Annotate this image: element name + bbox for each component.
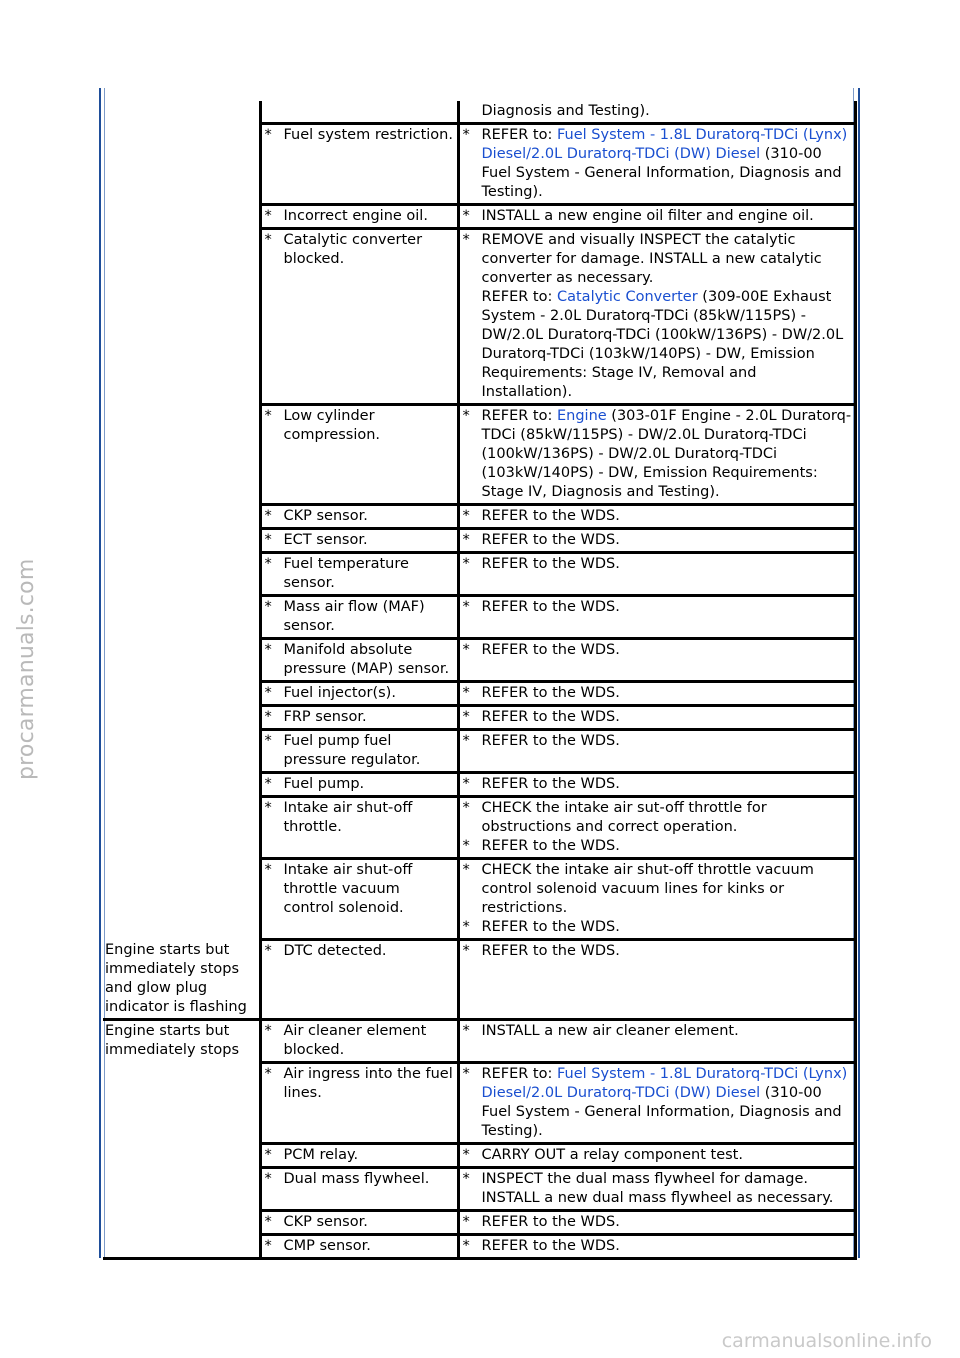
action-text-part: (310-00 Fuel System - General Information, Diagnosis and Testing). [481,1084,842,1139]
cause-item [264,126,455,145]
symptom-cell [103,101,260,124]
action-item [462,407,852,502]
cause-item [264,207,455,226]
cause-item [264,861,455,918]
bullet-marker: * [462,532,470,548]
cause-text: Catalytic converter blocked. [283,232,423,267]
cause-text: PCM relay. [283,1146,359,1163]
table-row [103,529,855,553]
action-item [462,942,852,961]
cause-cell [260,859,458,940]
action-text [482,732,852,751]
action-item [462,732,852,751]
action-cell [458,773,855,797]
table-row [103,730,855,773]
action-text: REFER to the WDS. [481,919,620,935]
cause-cell [260,706,458,730]
cause-cell [260,682,458,706]
cause-cell [260,1167,458,1210]
table-row [103,405,855,505]
bullet-marker: * [462,1146,470,1163]
action-item [462,1065,852,1141]
action-text-part: REFER to the WDS. [481,1213,620,1230]
cause-text: Intake air shut-off throttle vacuum control solenoid. [283,862,413,916]
action-text-part: (309-00E Exhaust System - 2.0L Duratorq-TDCi (85kW/115PS) - DW/2.0L Duratorq-TDCi (100kW/136PS) - DW/2.0L Duratorq-TDCi (103kW/140PS) - DW, Emission Requirements: Stage IV, Removal and Installation). [481,289,844,400]
cause-cell [260,1143,458,1167]
action-cell [458,1143,855,1167]
bullet-marker: * [462,642,470,658]
action-text-part: (303-01F Engine - 2.0L Duratorq-TDCi (85kW/115PS) - DW/2.0L Duratorq-TDCi (100kW/136PS) - DW/2.0L Duratorq-TDCi (103kW/140PS) - DW, Emission Requirements: Stage IV, Diagnosis and Testing). [481,408,852,500]
cause-text: Manifold absolute pressure (MAP) sensor. [283,642,450,677]
action-item [462,837,852,856]
bullet-marker: * [264,1213,272,1230]
cause-text: Fuel system restriction. [283,127,453,143]
symptom-cell [103,773,260,797]
cause-text: Fuel pump. [283,776,365,792]
action-text-part: CHECK the intake air sut-off throttle for obstructions and correct operation. [481,800,767,835]
action-text-part: REFER to the WDS. [481,642,620,658]
bullet-marker: * [462,508,470,524]
action-text-part: REFER to the WDS. [481,776,620,792]
cause-text: Mass air flow (MAF) sensor. [283,599,425,634]
cause-item [264,1213,455,1232]
action-item [462,1146,852,1165]
bullet-marker: * [462,408,470,424]
bullet-marker: * [462,599,470,615]
action-text [482,861,852,918]
cause-cell [260,553,458,596]
indent-spacer [462,102,482,121]
action-continuation [462,102,852,121]
cause-text: ECT sensor. [283,532,368,548]
action-cell [458,940,855,1020]
cause-item [264,231,455,269]
action-cell [458,529,855,553]
action-item [462,126,852,202]
cause-item [264,1170,455,1189]
symptom-cell [103,730,260,773]
cause-item [264,942,455,961]
action-text [482,708,852,727]
action-cell [458,205,855,229]
reference-link[interactable]: Fuel System - 1.8L Duratorq-TDCi (Lynx) Diesel/2.0L Duratorq-TDCi (DW) Diesel [481,1065,848,1101]
action-cell [458,124,855,205]
bullet-marker: * [264,733,272,749]
cause-cell [260,1234,458,1258]
bullet-marker: * [462,943,470,959]
action-text [482,531,852,550]
action-text-part: REFER to the WDS. [481,709,620,725]
cause-item [264,799,455,837]
bullet-marker: * [462,1213,470,1230]
action-text [482,1065,852,1141]
bullet-marker: * [462,1237,470,1254]
bullet-marker: * [462,208,470,224]
cause-item [264,1022,455,1060]
bullet-marker: * [462,919,470,935]
action-text-part: REFER to the WDS. [481,685,620,701]
symptom-cell [103,706,260,730]
action-text [482,507,852,526]
bullet-marker: * [264,1022,272,1039]
bullet-marker: * [264,408,272,424]
cause-item [264,407,455,445]
cause-cell [260,505,458,529]
action-text-part: REFER to the WDS. [481,943,620,959]
action-item [462,231,852,402]
symptom-cell [103,859,260,940]
action-text [482,1213,852,1232]
bullet-marker: * [462,733,470,749]
symptom-cell [103,553,260,596]
table-row [103,553,855,596]
cause-text: Air ingress into the fuel lines. [283,1065,453,1101]
diagnosis-table [103,101,857,1260]
bullet-marker: * [264,1065,272,1082]
action-text [482,126,852,202]
cause-text: Fuel temperature sensor. [283,556,409,591]
cause-text: DTC detected. [283,943,387,959]
action-text [482,207,852,226]
bullet-marker: * [264,800,272,816]
action-item [462,598,852,617]
action-item [462,708,852,727]
bullet-marker: * [264,642,272,658]
symptom-cell [103,797,260,859]
bullet-marker: * [462,232,470,248]
action-text [482,1146,852,1165]
table-row [103,940,855,1020]
bullet-marker: * [264,127,272,143]
table-row [103,205,855,229]
table-row [103,124,855,205]
action-item [462,207,852,226]
cause-cell [260,1019,458,1062]
cause-cell [260,529,458,553]
action-cell [458,797,855,859]
action-item [462,555,852,574]
cause-text: CKP sensor. [283,1213,368,1230]
action-cell [458,639,855,682]
bullet-marker: * [462,776,470,792]
symptom-cell [103,639,260,682]
cause-cell [260,205,458,229]
cause-text: Low cylinder compression. [283,408,381,443]
cause-item [264,732,455,770]
action-cell [458,229,855,405]
cause-text: Air cleaner element blocked. [283,1022,427,1058]
action-text [482,555,852,574]
cause-cell [260,730,458,773]
table-row [103,101,855,124]
cause-cell [260,229,458,405]
bullet-marker: * [264,1146,272,1163]
action-text [482,231,852,402]
cause-cell [260,124,458,205]
action-cell [458,596,855,639]
cause-item [264,531,455,550]
symptom-cell [103,405,260,505]
table-row [103,797,855,859]
side-watermark: procarmanuals.com [14,558,39,780]
cause-cell [260,1210,458,1234]
bullet-marker: * [264,599,272,615]
table-row [103,229,855,405]
cause-item [264,598,455,636]
symptom-cell [103,596,260,639]
cause-item [264,641,455,679]
table-row [103,859,855,940]
bullet-marker: * [462,1065,470,1082]
reference-link[interactable]: Fuel System - 1.8L Duratorq-TDCi (Lynx) Diesel/2.0L Duratorq-TDCi (DW) Diesel [481,127,848,162]
action-cell [458,730,855,773]
cause-cell [260,101,458,124]
action-cell [458,505,855,529]
action-item [462,684,852,703]
bullet-marker: * [264,943,272,959]
action-text-part: INSTALL a new air cleaner element. [481,1022,739,1039]
symptom-cell [103,682,260,706]
bullet-marker: * [264,1237,272,1254]
cause-item [264,775,455,794]
table-row [103,639,855,682]
bullet-marker: * [264,556,272,572]
action-text-part: REFER to the WDS. [481,556,620,572]
action-cell [458,101,855,124]
symptom-cell [103,505,260,529]
action-text-part: CARRY OUT a relay component test. [481,1146,743,1163]
bullet-marker: * [264,232,272,248]
action-text [482,684,852,703]
cause-item [264,684,455,703]
cause-cell [260,1062,458,1143]
right-margin-rule [858,88,860,1258]
action-cell [458,682,855,706]
cause-cell [260,773,458,797]
action-item [462,1170,852,1208]
bullet-marker: * [462,685,470,701]
cause-item [264,555,455,593]
cause-text: Dual mass flywheel. [283,1170,430,1187]
action-cell [458,859,855,940]
action-cell [458,1210,855,1234]
action-cell [458,1167,855,1210]
action-item [462,861,852,918]
action-item [462,507,852,526]
bullet-marker: * [462,838,470,854]
cause-cell [260,596,458,639]
action-item [462,1237,852,1256]
action-text-part: REFER to the WDS. [481,1237,620,1254]
cause-cell [260,797,458,859]
action-text-part: INSPECT the dual mass flywheel for damage. INSTALL a new dual mass flywheel as necessary. [481,1170,834,1206]
bullet-marker: * [462,800,470,816]
bullet-marker: * [462,1022,470,1039]
action-text-part: REFER to the WDS. [481,733,620,749]
bullet-marker: * [264,776,272,792]
symptom-cell [103,124,260,205]
action-item [462,641,852,660]
reference-link[interactable]: Catalytic Converter [556,289,698,305]
table-row [103,505,855,529]
action-text [482,942,852,961]
table-row [103,1019,855,1062]
action-text-part: REFER to the WDS. [481,508,620,524]
action-item [462,799,852,837]
bullet-marker: * [462,127,470,143]
action-cell [458,405,855,505]
action-cell [458,1234,855,1258]
action-text-part: REMOVE and visually INSPECT the catalytic converter for damage. INSTALL a new catalytic converter as necessary. [481,232,822,286]
bullet-marker: * [264,508,272,524]
action-text [482,1237,852,1256]
cause-item [264,708,455,727]
table-row [103,596,855,639]
cause-item [264,1237,455,1256]
action-cell [458,553,855,596]
cause-text: FRP sensor. [283,709,367,725]
action-item [462,1022,852,1041]
bullet-marker: * [462,862,470,878]
bullet-marker: * [264,862,272,878]
symptom-cell [103,229,260,405]
action-text-part: (310-00 Fuel System - General Information, Diagnosis and Testing). [481,146,842,200]
action-text-part: REFER to the WDS. [481,599,620,615]
bullet-marker: * [264,1170,272,1187]
cause-cell [260,639,458,682]
action-text: REFER to the WDS. [481,838,620,854]
action-text-part: REFER to: [481,1065,557,1082]
bullet-marker: * [264,709,272,725]
action-text [482,799,852,837]
cause-item [264,1146,455,1165]
cause-item [264,507,455,526]
action-item [462,531,852,550]
symptom-cell: Engine starts but immediately stops [103,1019,260,1258]
action-text [482,641,852,660]
left-margin-rule [99,88,101,1258]
action-text-part: Diagnosis and Testing). [481,103,650,119]
action-item [462,1213,852,1232]
action-text [482,102,852,121]
action-item [462,918,852,937]
action-text [482,1170,852,1208]
bullet-marker: * [462,556,470,572]
cause-text: Intake air shut-off throttle. [283,800,413,835]
action-text-part: REFER to: [481,408,557,424]
symptom-cell [103,529,260,553]
bullet-marker: * [264,208,272,224]
action-cell [458,706,855,730]
reference-link[interactable]: Engine [556,408,607,424]
symptom-cell: Engine starts but immediately stops and glow plug indicator is flashing [103,940,260,1020]
action-cell [458,1062,855,1143]
cause-cell [260,940,458,1020]
action-text [482,775,852,794]
action-text [482,598,852,617]
bullet-marker: * [462,709,470,725]
action-item [462,775,852,794]
action-text [482,1022,852,1041]
action-text-part: REFER to: [481,127,557,143]
bullet-marker: * [462,1170,470,1187]
action-text-part: REFER to: [481,289,557,305]
cause-text: CKP sensor. [283,508,368,524]
table-row [103,682,855,706]
table-row [103,773,855,797]
action-text-part: CHECK the intake air shut-off throttle vacuum control solenoid vacuum lines for kinks or restrictions. [481,862,814,916]
cause-cell [260,405,458,505]
bullet-marker: * [264,685,272,701]
cause-text: Fuel injector(s). [283,685,396,701]
action-text [482,407,852,502]
diagnosis-table-body [103,101,855,1258]
symptom-cell [103,205,260,229]
cause-text: CMP sensor. [283,1237,371,1254]
action-text-part: REFER to the WDS. [481,532,620,548]
cause-item [264,1065,455,1103]
action-text-part: INSTALL a new engine oil filter and engine oil. [481,208,814,224]
action-cell [458,1019,855,1062]
cause-text: Fuel pump fuel pressure regulator. [283,733,421,768]
bullet-marker: * [264,532,272,548]
cause-text: Incorrect engine oil. [283,208,428,224]
table-row [103,706,855,730]
bottom-watermark: carmanualsonline.info [721,1330,932,1352]
